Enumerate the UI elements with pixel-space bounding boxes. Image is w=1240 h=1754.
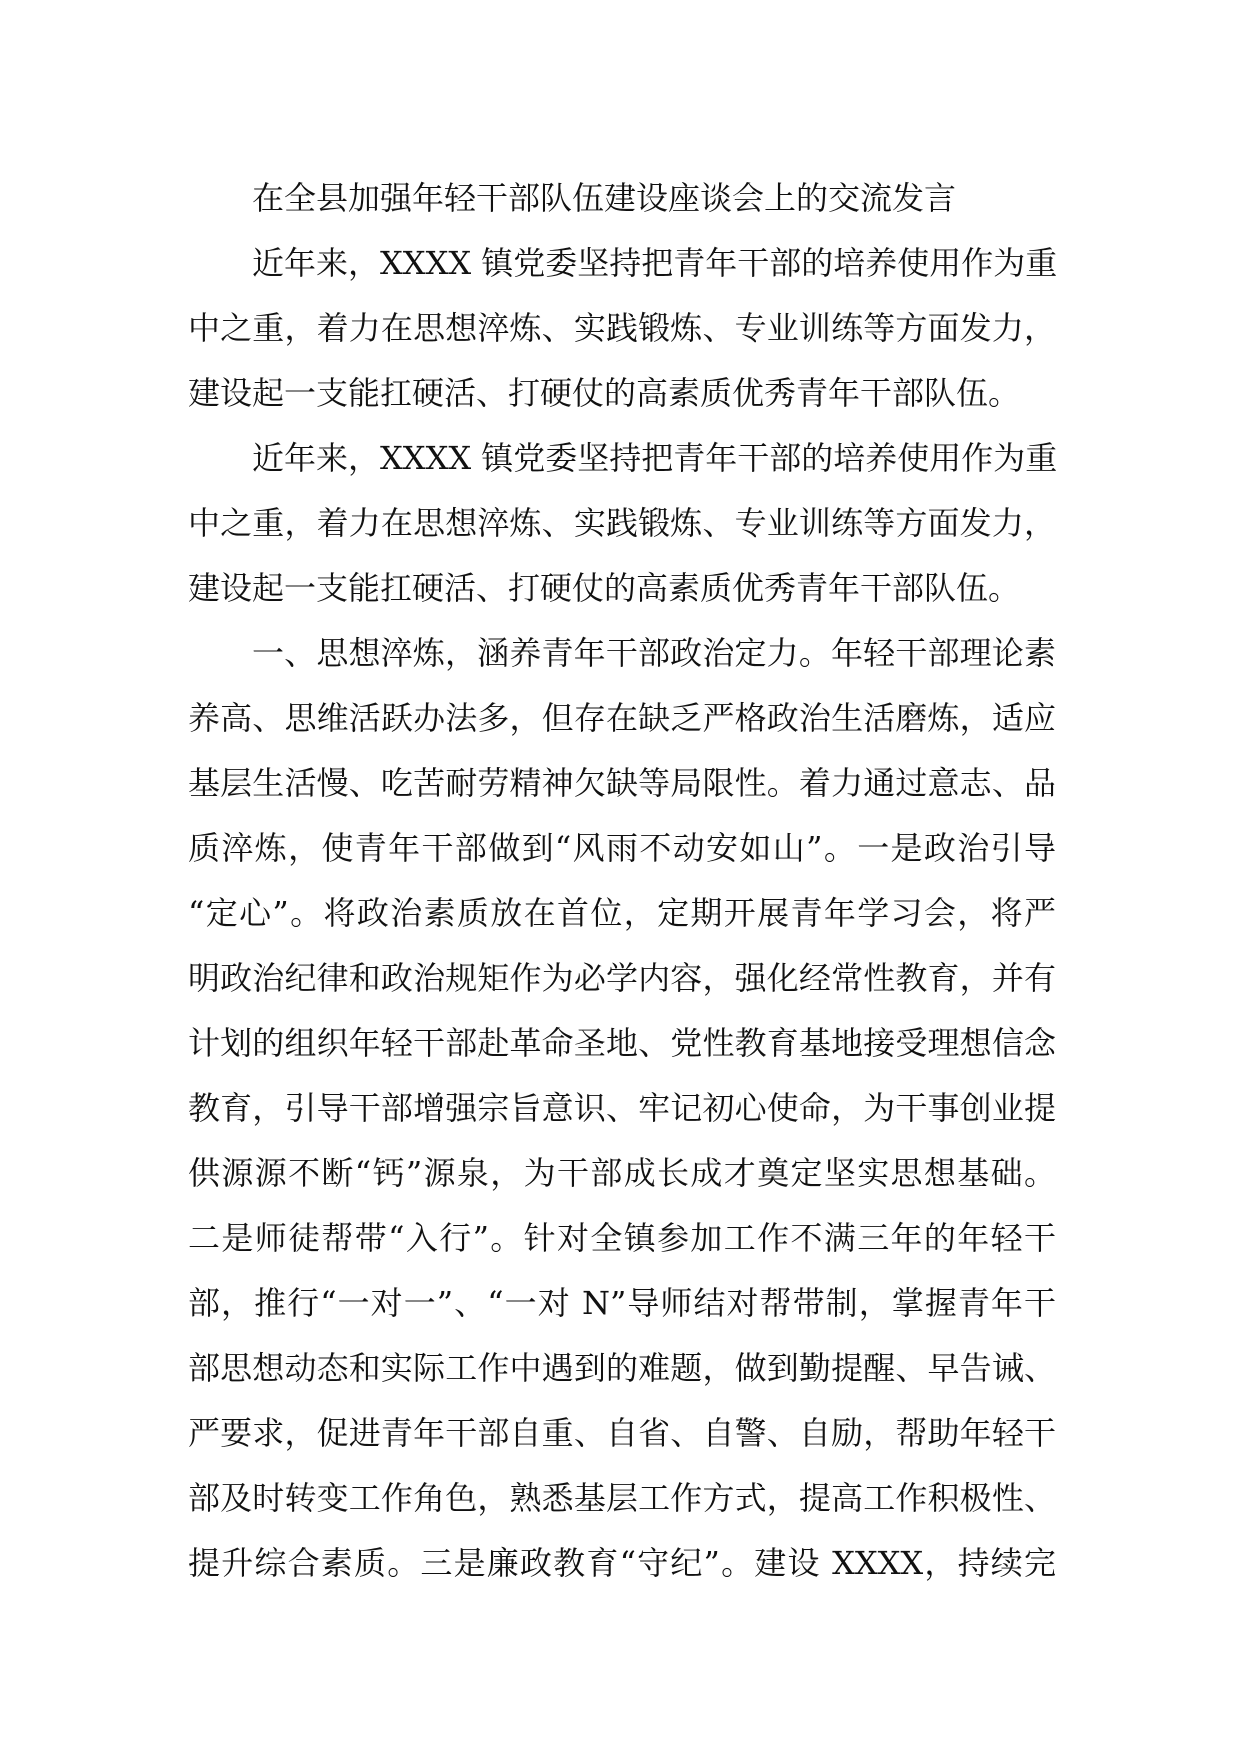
text-line: 二是师徒帮带“入行”。针对全镇参加工作不满三年的年轻干 <box>188 1219 1056 1257</box>
text-line: 严要求，促进青年干部自重、自省、自警、自励，帮助年轻干 <box>188 1414 1056 1452</box>
text-line: 教育，引导干部增强宗旨意识、牢记初心使命，为干事创业提 <box>188 1089 1056 1127</box>
text-line: 建设起一支能扛硬活、打硬仗的高素质优秀青年干部队伍。 <box>188 374 1021 412</box>
document-body <box>188 166 1056 1596</box>
text-line: 近年来，XXXX 镇党委坚持把青年干部的培养使用作为重 <box>252 439 1058 477</box>
text-line: 供源源不断“钙”源泉，为干部成长成才奠定坚实思想基础。 <box>188 1154 1056 1192</box>
text-line: 部，推行“一对一”、“一对 N”导师结对帮带制，掌握青年干 <box>188 1284 1056 1322</box>
document-title: 在全县加强年轻干部队伍建设座谈会上的交流发言 <box>252 179 957 217</box>
text-line: 质淬炼，使青年干部做到“风雨不动安如山”。一是政治引导 <box>188 829 1056 867</box>
text-line: 提升综合素质。三是廉政教育“守纪”。建设 XXXX，持续完 <box>188 1544 1056 1582</box>
text-line: 中之重，着力在思想淬炼、实践锻炼、专业训练等方面发力， <box>188 504 1056 542</box>
text-line: 基层生活慢、吃苦耐劳精神欠缺等局限性。着力通过意志、品 <box>188 764 1056 802</box>
text-line: 明政治纪律和政治规矩作为必学内容，强化经常性教育，并有 <box>188 959 1056 997</box>
text-line: 计划的组织年轻干部赴革命圣地、党性教育基地接受理想信念 <box>188 1024 1056 1062</box>
paragraph-lines <box>188 231 1056 1596</box>
text-line: 部及时转变工作角色，熟悉基层工作方式，提高工作积极性、 <box>188 1479 1056 1517</box>
text-line: 中之重，着力在思想淬炼、实践锻炼、专业训练等方面发力， <box>188 309 1056 347</box>
text-line: “定心”。将政治素质放在首位，定期开展青年学习会，将严 <box>188 894 1056 932</box>
text-line: 建设起一支能扛硬活、打硬仗的高素质优秀青年干部队伍。 <box>188 569 1021 607</box>
text-line: 近年来，XXXX 镇党委坚持把青年干部的培养使用作为重 <box>252 244 1058 282</box>
text-line: 一、思想淬炼，涵养青年干部政治定力。年轻干部理论素 <box>252 634 1056 672</box>
text-line: 部思想动态和实际工作中遇到的难题，做到勤提醒、早告诫、 <box>188 1349 1056 1387</box>
text-line: 养高、思维活跃办法多，但存在缺乏严格政治生活磨炼，适应 <box>188 699 1056 737</box>
